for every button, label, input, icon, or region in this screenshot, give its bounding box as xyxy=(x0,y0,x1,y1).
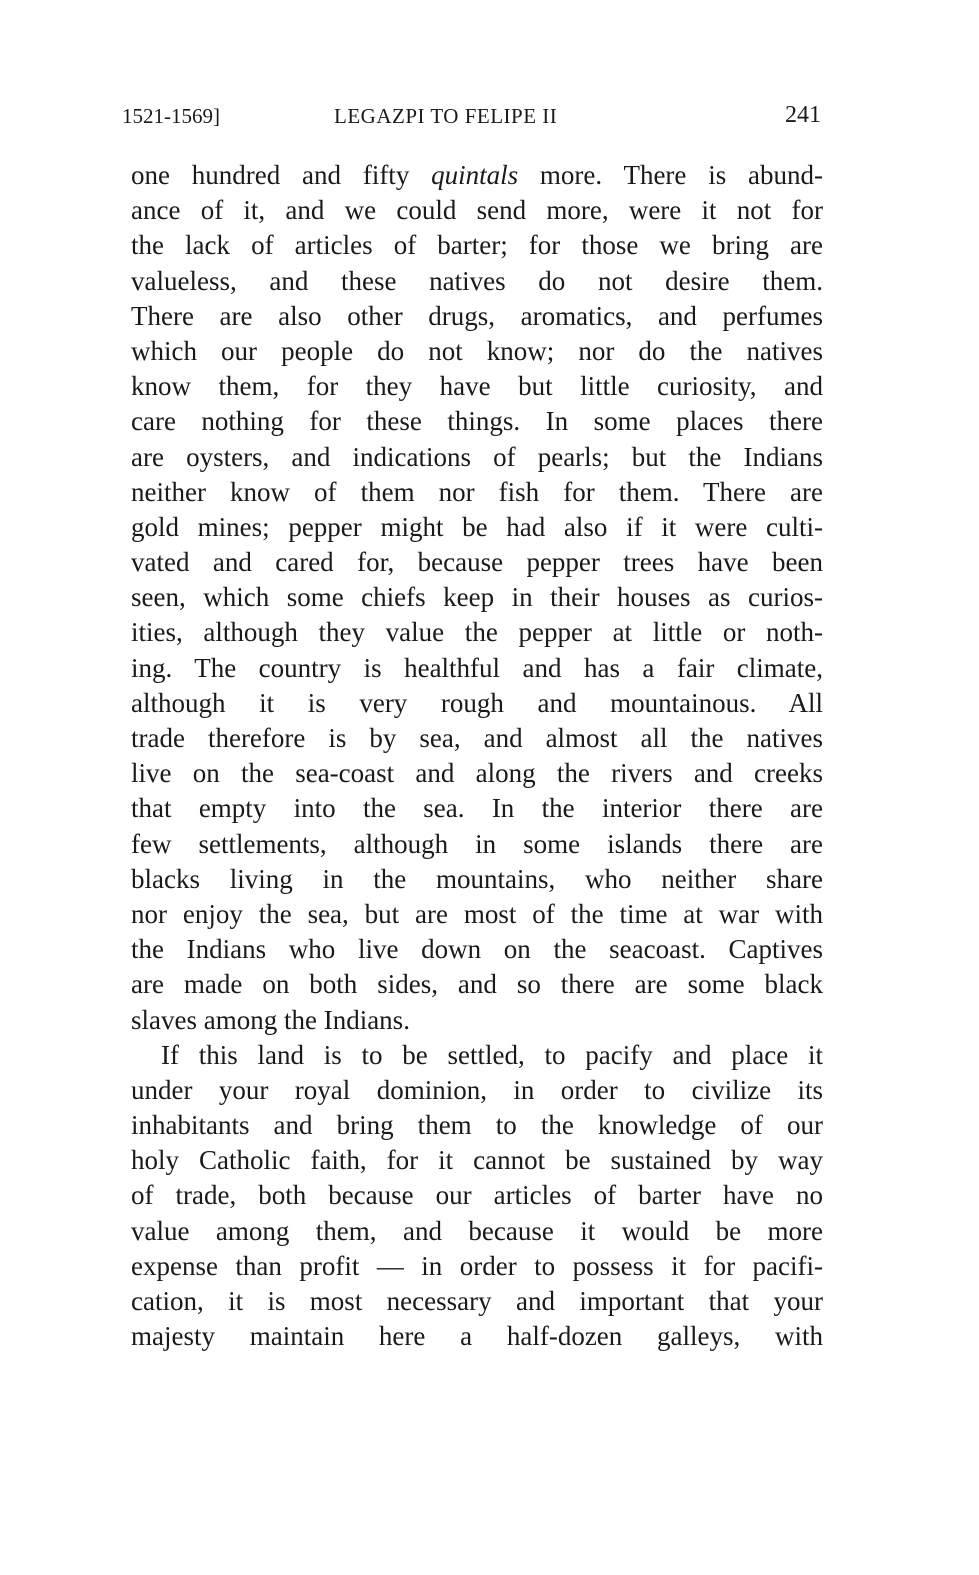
text-line: valueless, and these natives do not desire them. xyxy=(131,265,823,296)
paragraph-end-line: slaves among the Indians. xyxy=(131,1004,410,1035)
text-line: inhabitants and bring them to the knowledge of our xyxy=(131,1110,823,1141)
page-number: 241 xyxy=(785,102,821,128)
italic-term: quintals xyxy=(431,160,519,190)
text-line: care nothing for these things. In some places there xyxy=(131,406,823,437)
page-header xyxy=(122,100,822,134)
text-line: cation, it is most necessary and important that your xyxy=(131,1286,823,1316)
text-line: know them, for they have but little curiosity, and xyxy=(131,371,823,402)
text-line: value among them, and because it would be more xyxy=(131,1215,823,1246)
text-line: gold mines; pepper might be had also if it were culti- xyxy=(131,511,823,542)
text-line xyxy=(131,158,823,193)
running-title: LEGAZPI TO FELIPE II xyxy=(334,104,558,128)
text-line: of trade, both because our articles of barter have no xyxy=(131,1180,823,1211)
text-fragment: one hundred and fifty xyxy=(131,160,432,190)
text-line: expense than profit — in order to possess it for pacifi- xyxy=(131,1250,823,1281)
text-line: trade therefore is by sea, and almost all the natives xyxy=(131,723,823,753)
text-line: under your royal dominion, in order to civilize its xyxy=(131,1074,823,1105)
text-line: are made on both sides, and so there are some black xyxy=(131,969,823,1000)
text-line: although it is very rough and mountainous. All xyxy=(131,687,823,718)
text-line: the Indians who live down on the seacoast. Captives xyxy=(131,934,823,965)
text-line: holy Catholic faith, for it cannot be sustained by way xyxy=(131,1145,823,1176)
text-line: which our people do not know; nor do the natives xyxy=(131,335,823,366)
text-line: the lack of articles of barter; for those we bring are xyxy=(131,230,823,261)
text-line: majesty maintain here a half-dozen galleys, with xyxy=(131,1321,823,1352)
text-line: There are also other drugs, aromatics, and perfumes xyxy=(131,300,823,331)
text-line: neither know of them nor fish for them. There are xyxy=(131,476,823,507)
body-text xyxy=(131,158,823,1354)
paragraph-start-line: If this land is to be settled, to pacify and place it xyxy=(161,1039,823,1070)
text-line: ance of it, and we could send more, were it not for xyxy=(131,195,823,226)
text-line: blacks living in the mountains, who neither share xyxy=(131,863,823,894)
text-line: seen, which some chiefs keep in their houses as curios- xyxy=(131,582,823,613)
header-date-range: 1521-1569] xyxy=(122,104,220,128)
text-line: vated and cared for, because pepper trees have been xyxy=(131,547,823,578)
text-line: that empty into the sea. In the interior there are xyxy=(131,793,823,824)
text-line: ing. The country is healthful and has a fair climate, xyxy=(131,652,823,683)
text-line: few settlements, although in some islands there are xyxy=(131,828,823,859)
text-line: ities, although they value the pepper at little or noth- xyxy=(131,617,823,648)
text-fragment: more. There is abund- xyxy=(518,160,823,190)
text-line: live on the sea-coast and along the rivers and creeks xyxy=(131,758,823,789)
text-line: nor enjoy the sea, but are most of the time at war with xyxy=(131,898,823,929)
text-line: are oysters, and indications of pearls; but the Indians xyxy=(131,441,823,472)
